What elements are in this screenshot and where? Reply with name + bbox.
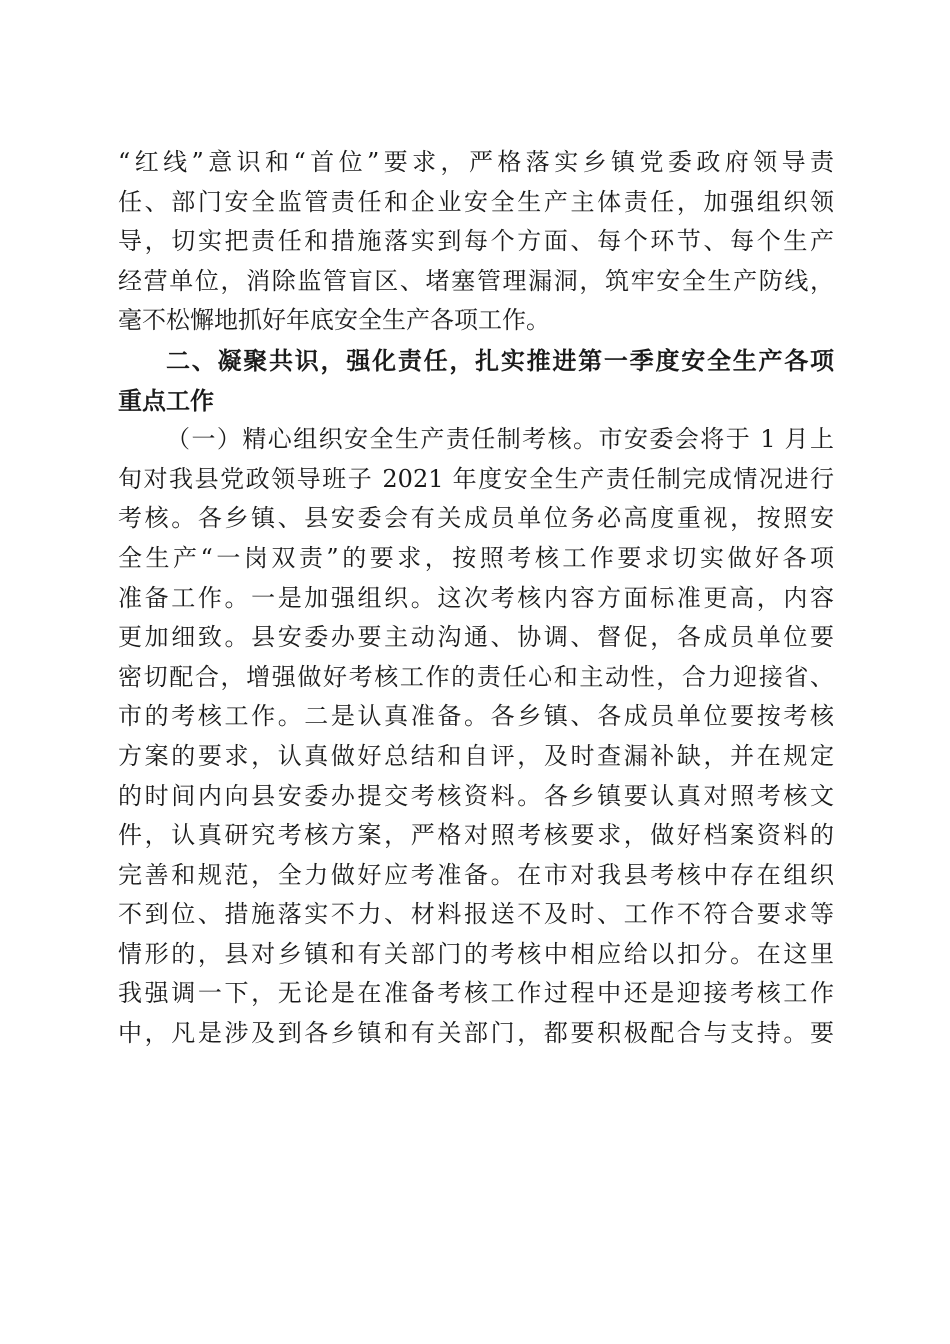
text-line: 市的考核工作。二是认真准备。各乡镇、各成员单位要按考核 [118,702,834,731]
text-line: （一）精心组织安全生产责任制考核。市安委会将于 1 月上 [166,425,834,454]
section-heading-two [118,341,834,420]
text-line: 考核。各乡镇、县安委会有关成员单位务必高度重视，按照安 [118,504,834,533]
text-line: 的时间内向县安委办提交考核资料。各乡镇要认真对照考核文 [118,781,834,810]
text-line: 准备工作。一是加强组织。这次考核内容方面标准更高，内容 [118,583,834,612]
heading-line: 重点工作 [118,385,214,415]
text-line: 旬对我县党政领导班子 2021 年度安全生产责任制完成情况进行 [118,464,834,493]
text-line: 中，凡是涉及到各乡镇和有关部门，都要积极配合与支持。要 [118,1019,834,1048]
text-line: 密切配合，增强做好考核工作的责任心和主动性，合力迎接省、 [118,662,834,691]
paragraph-responsibility-assessment [118,420,834,1054]
text-line: 导，切实把责任和措施落实到每个方面、每个环节、每个生产 [118,227,834,256]
heading-line: 二、凝聚共识，强化责任，扎实推进第一季度安全生产各项 [166,345,834,375]
text-line: 不到位、措施落实不力、材料报送不及时、工作不符合要求等 [118,900,834,929]
text-line: 件，认真研究考核方案，严格对照考核要求，做好档案资料的 [118,821,834,850]
text-line: 经营单位，消除监管盲区、堵塞管理漏洞，筑牢安全生产防线， [118,266,834,295]
paragraph-red-line-awareness [118,143,834,341]
text-line: 情形的，县对乡镇和有关部门的考核中相应给以扣分。在这里 [118,939,834,968]
text-line: 我强调一下，无论是在准备考核工作过程中还是迎接考核工作 [118,979,834,1008]
text-line: 完善和规范，全力做好应考准备。在市对我县考核中存在组织 [118,860,834,889]
text-line: “红线”意识和“首位”要求，严格落实乡镇党委政府领导责 [118,148,834,176]
text-line: 全生产“一岗双责”的要求，按照考核工作要求切实做好各项 [118,543,834,572]
text-line: 更加细致。县安委办要主动沟通、协调、督促，各成员单位要 [118,623,834,652]
text-line: 任、部门安全监管责任和企业安全生产主体责任，加强组织领 [118,187,834,216]
document-body [118,143,834,1054]
text-line: 毫不松懈地抓好年底安全生产各项工作。 [118,306,550,335]
text-line: 方案的要求，认真做好总结和自评，及时查漏补缺，并在规定 [118,741,834,770]
